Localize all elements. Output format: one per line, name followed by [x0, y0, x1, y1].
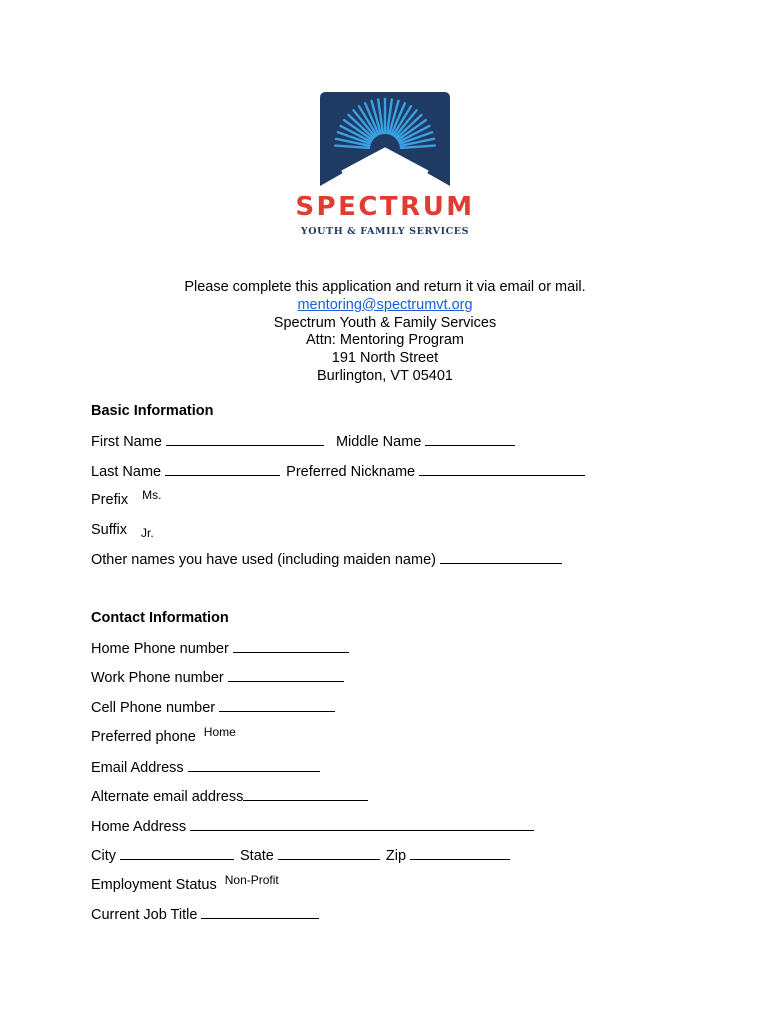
preferred-phone-value[interactable]: Home	[203, 725, 236, 739]
prefix-label: Prefix	[91, 492, 129, 508]
work-phone-field[interactable]	[228, 669, 344, 682]
email-field[interactable]	[188, 759, 320, 772]
prefix-value[interactable]: Ms.	[142, 488, 162, 502]
mentoring-email-link[interactable]: mentoring@spectrumvt.org	[297, 296, 473, 313]
prefix-row	[91, 488, 162, 508]
job-title-row	[91, 906, 319, 923]
home-address-field[interactable]	[190, 818, 534, 831]
last-name-field[interactable]	[165, 463, 280, 476]
employment-status-label: Employment Status	[91, 877, 217, 893]
city-field[interactable]	[120, 847, 234, 860]
employment-status-row	[91, 873, 279, 893]
state-label: State	[240, 848, 274, 864]
city-line: Burlington, VT 05401	[317, 367, 453, 384]
home-phone-field[interactable]	[233, 640, 349, 653]
logo-tagline: YOUTH & FAMILY SERVICES	[300, 226, 470, 237]
first-name-field[interactable]	[166, 433, 324, 446]
other-names-field[interactable]	[440, 551, 562, 564]
cell-phone-field[interactable]	[219, 699, 335, 712]
suffix-label: Suffix	[91, 522, 128, 538]
org-name: Spectrum Youth & Family Services	[273, 314, 497, 331]
zip-field[interactable]	[410, 847, 510, 860]
suffix-row	[91, 522, 154, 538]
alt-email-label: Alternate email address	[91, 789, 244, 805]
intro-block	[0, 279, 770, 386]
sunburst-logo-icon	[320, 92, 450, 186]
other-names-row	[91, 551, 562, 568]
cell-phone-label: Cell Phone number	[91, 700, 216, 716]
middle-name-label: Middle Name	[335, 434, 422, 450]
alt-email-row	[91, 788, 368, 805]
other-names-label: Other names you have used (including maiden name)	[91, 552, 436, 568]
preferred-nickname-label: Preferred Nickname	[286, 464, 416, 480]
attn-line: Attn: Mentoring Program	[306, 332, 464, 349]
preferred-phone-label: Preferred phone	[91, 729, 196, 745]
logo-wordmark: SPECTRUM	[295, 192, 475, 222]
cell-phone-row	[91, 699, 335, 716]
state-field[interactable]	[278, 847, 380, 860]
home-address-row	[91, 818, 534, 835]
name-row	[91, 433, 515, 450]
employment-status-value[interactable]: Non-Profit	[224, 873, 279, 887]
contact-info-heading: Contact Information	[91, 610, 229, 626]
preferred-nickname-field[interactable]	[419, 463, 585, 476]
home-phone-label: Home Phone number	[91, 641, 229, 657]
city-label: City	[91, 848, 116, 864]
spectrum-logo	[290, 92, 490, 242]
last-name-row	[91, 463, 585, 480]
street-line: 191 North Street	[331, 350, 439, 367]
basic-info-heading: Basic Information	[91, 403, 214, 419]
home-phone-row	[91, 640, 349, 657]
work-phone-label: Work Phone number	[91, 670, 224, 686]
preferred-phone-row	[91, 725, 236, 745]
zip-label: Zip	[385, 848, 407, 864]
suffix-value[interactable]: Jr.	[141, 526, 154, 540]
last-name-label: Last Name	[91, 464, 162, 480]
home-address-label: Home Address	[91, 819, 187, 835]
instruction-text: Please complete this application and return it via email or mail.	[184, 279, 586, 295]
alt-email-field[interactable]	[243, 788, 368, 801]
job-title-field[interactable]	[201, 906, 319, 919]
middle-name-field[interactable]	[425, 433, 515, 446]
email-label: Email Address	[91, 760, 184, 776]
email-row	[91, 759, 320, 776]
job-title-label: Current Job Title	[91, 907, 198, 923]
city-state-zip-row	[91, 847, 510, 864]
work-phone-row	[91, 669, 344, 686]
first-name-label: First Name	[91, 434, 162, 450]
